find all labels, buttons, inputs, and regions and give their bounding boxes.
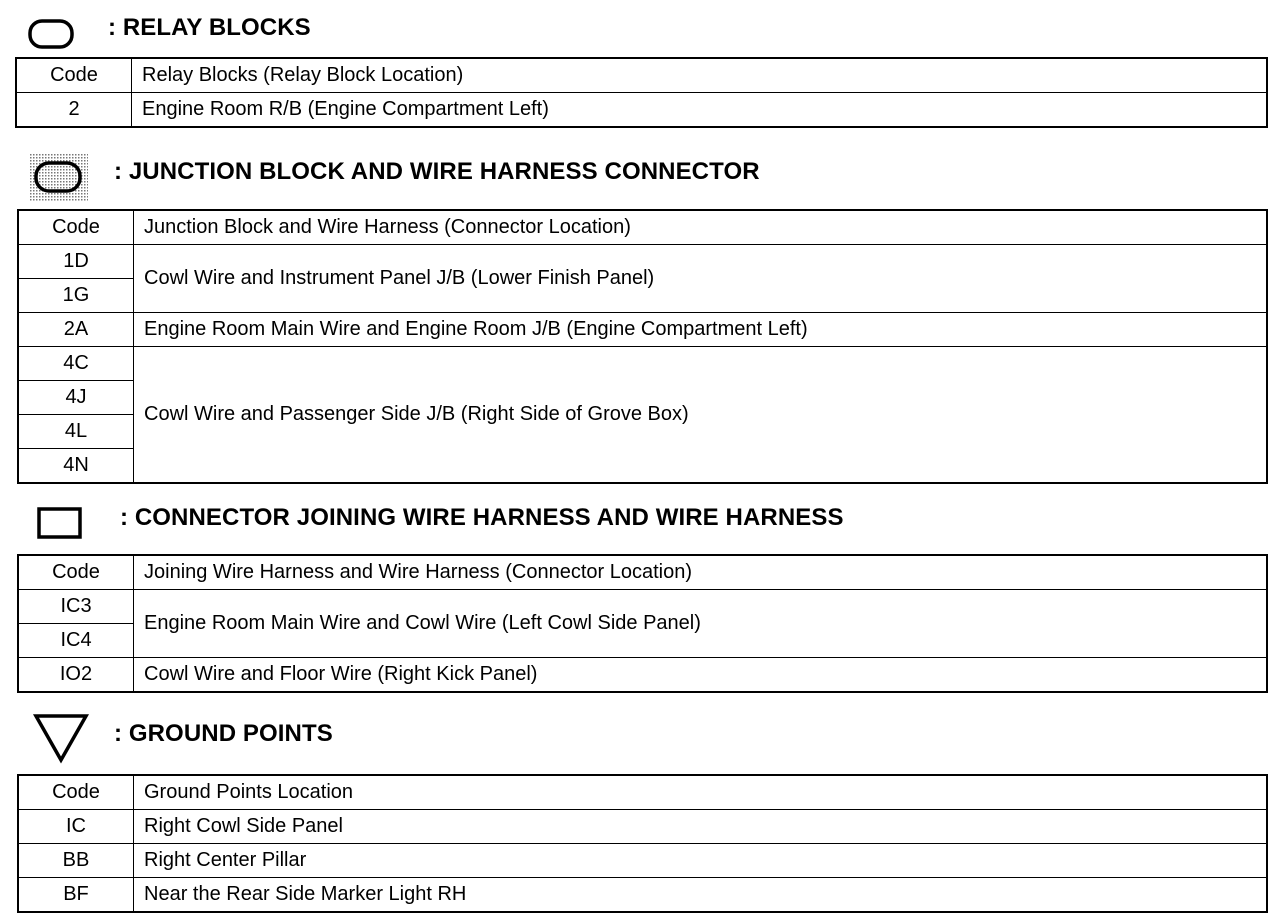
code-cell: IC4 bbox=[18, 624, 134, 658]
description-cell: Engine Room R/B (Engine Compartment Left) bbox=[132, 93, 1268, 128]
table-header-row bbox=[18, 555, 1267, 590]
code-cell: 2 bbox=[16, 93, 132, 128]
relay-blocks-table bbox=[15, 57, 1268, 128]
table-row bbox=[18, 347, 1267, 381]
table-header-row bbox=[16, 58, 1267, 93]
table-row bbox=[18, 844, 1267, 878]
description-cell: Right Center Pillar bbox=[134, 844, 1268, 878]
description-header: Ground Points Location bbox=[134, 775, 1268, 810]
code-header: Code bbox=[18, 210, 134, 245]
code-cell: IO2 bbox=[18, 658, 134, 693]
table-row bbox=[18, 590, 1267, 624]
description-cell: Engine Room Main Wire and Cowl Wire (Left Cowl Side Panel) bbox=[134, 590, 1268, 658]
code-cell: BB bbox=[18, 844, 134, 878]
section-title-ground-points: : GROUND POINTS bbox=[114, 720, 333, 747]
table-row bbox=[18, 810, 1267, 844]
code-cell: 4C bbox=[18, 347, 134, 381]
description-cell: Cowl Wire and Floor Wire (Right Kick Panel) bbox=[134, 658, 1268, 693]
section-title-junction-block: : JUNCTION BLOCK AND WIRE HARNESS CONNECTOR bbox=[114, 158, 760, 185]
code-cell: 2A bbox=[18, 313, 134, 347]
ground-points-table bbox=[17, 774, 1268, 913]
section-title-relay-blocks: : RELAY BLOCKS bbox=[108, 14, 311, 41]
table-header-row bbox=[18, 775, 1267, 810]
code-cell: 4J bbox=[18, 381, 134, 415]
inverted-triangle-icon bbox=[32, 712, 90, 764]
code-cell: BF bbox=[18, 878, 134, 913]
junction-block-table bbox=[17, 209, 1268, 484]
code-cell: 4L bbox=[18, 415, 134, 449]
rectangle-icon bbox=[36, 505, 84, 541]
code-cell: 1D bbox=[18, 245, 134, 279]
table-row bbox=[16, 93, 1267, 128]
code-header: Code bbox=[16, 58, 132, 93]
table-header-row bbox=[18, 210, 1267, 245]
table-row bbox=[18, 245, 1267, 279]
connector-joining-table bbox=[17, 554, 1268, 693]
table-row bbox=[18, 313, 1267, 347]
code-header: Code bbox=[18, 555, 134, 590]
table-row bbox=[18, 878, 1267, 913]
description-cell: Cowl Wire and Instrument Panel J/B (Lower Finish Panel) bbox=[134, 245, 1268, 313]
code-cell: 1G bbox=[18, 279, 134, 313]
rounded-rectangle-icon bbox=[28, 18, 76, 50]
code-header: Code bbox=[18, 775, 134, 810]
description-cell: Engine Room Main Wire and Engine Room J/B (Engine Compartment Left) bbox=[134, 313, 1268, 347]
description-header: Junction Block and Wire Harness (Connector Location) bbox=[134, 210, 1268, 245]
code-cell: 4N bbox=[18, 449, 134, 484]
code-cell: IC bbox=[18, 810, 134, 844]
description-cell: Near the Rear Side Marker Light RH bbox=[134, 878, 1268, 913]
table-row bbox=[18, 658, 1267, 693]
section-title-connector-joining: : CONNECTOR JOINING WIRE HARNESS AND WIRE HARNESS bbox=[120, 504, 844, 531]
shaded-rounded-rectangle-icon bbox=[30, 154, 88, 202]
description-header: Joining Wire Harness and Wire Harness (Connector Location) bbox=[134, 555, 1268, 590]
description-cell: Cowl Wire and Passenger Side J/B (Right Side of Grove Box) bbox=[134, 347, 1268, 484]
code-cell: IC3 bbox=[18, 590, 134, 624]
description-cell: Right Cowl Side Panel bbox=[134, 810, 1268, 844]
description-header: Relay Blocks (Relay Block Location) bbox=[132, 58, 1268, 93]
